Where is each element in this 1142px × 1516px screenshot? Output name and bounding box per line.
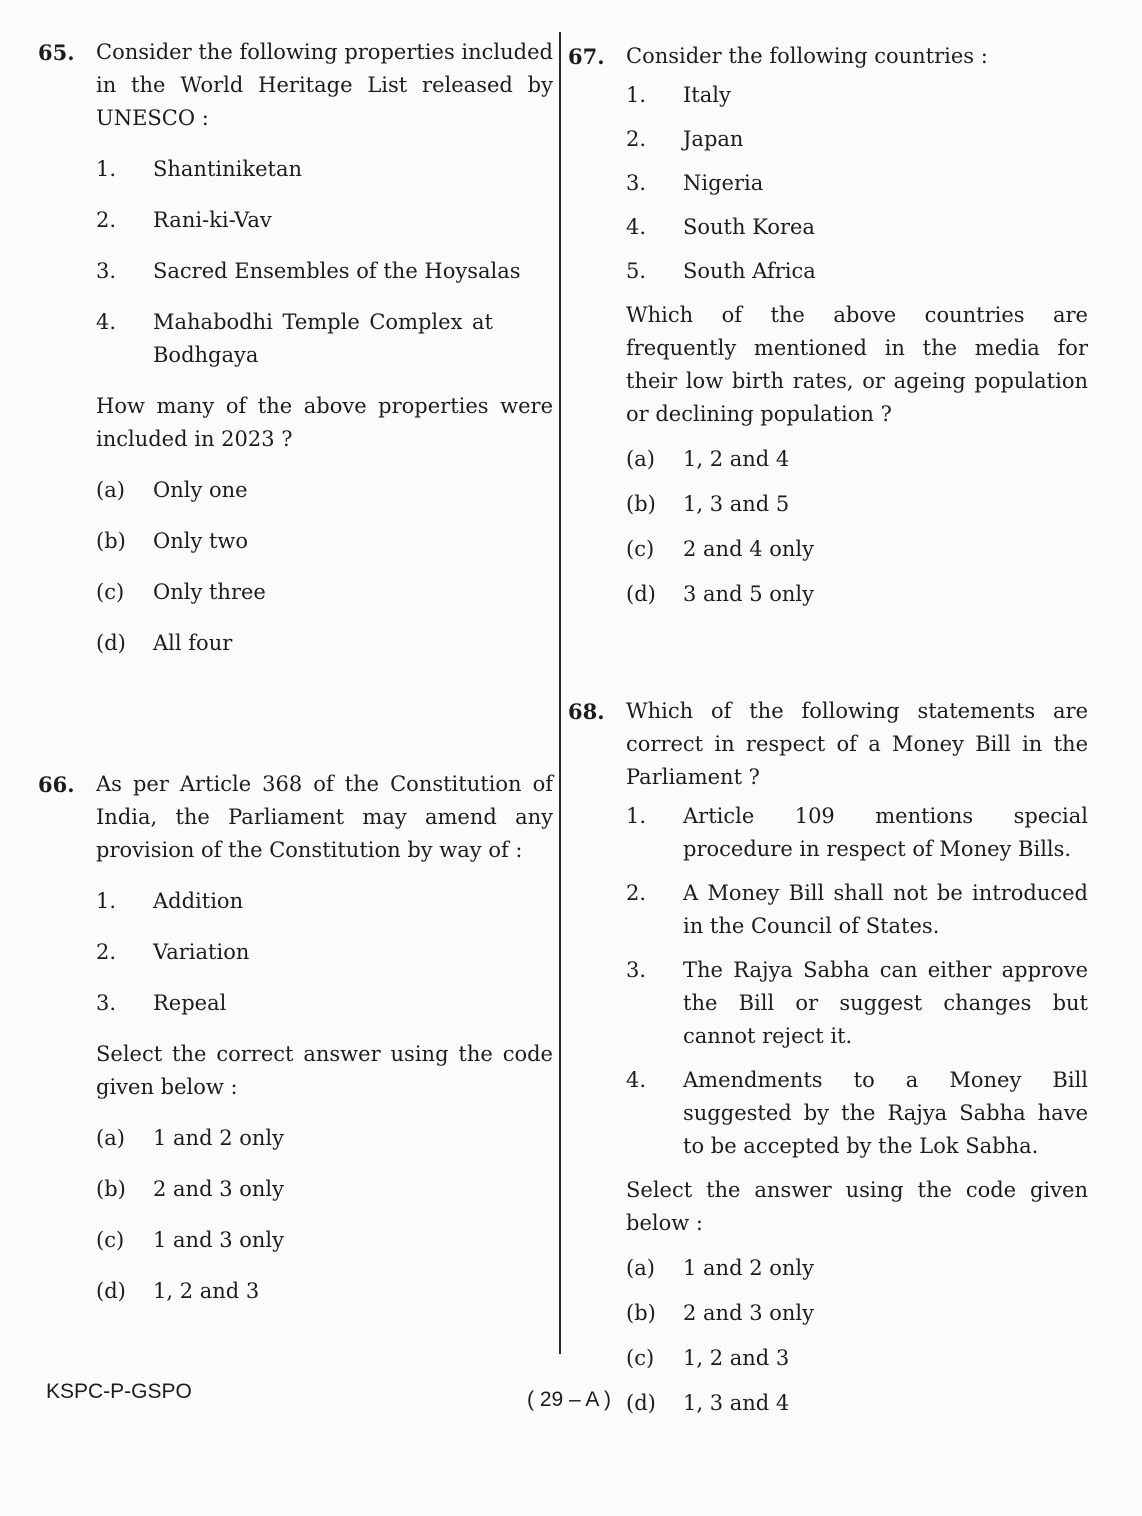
statement-list xyxy=(96,885,553,1020)
option-text: 1, 2 and 3 xyxy=(153,1279,260,1303)
question-number: 68. xyxy=(568,699,605,724)
option-label: (a) xyxy=(96,1126,125,1150)
option-c[interactable] xyxy=(96,576,553,609)
option-label: (b) xyxy=(626,492,656,516)
option-label: (a) xyxy=(96,478,125,502)
option-text: 1, 3 and 4 xyxy=(683,1391,790,1415)
option-text: Only two xyxy=(153,529,249,553)
option-text: All four xyxy=(153,631,233,655)
question-stem: Which of the above countries are frequently mentioned in the media for their low birth rates, or ageing population or declining population ? xyxy=(626,303,1088,426)
option-a[interactable] xyxy=(626,1252,1088,1285)
option-label: (d) xyxy=(626,1391,656,1415)
left-column xyxy=(38,36,553,1326)
item-number: 3. xyxy=(626,171,647,195)
option-b[interactable] xyxy=(96,525,553,558)
item-text: Nigeria xyxy=(683,171,764,195)
item-text: South Africa xyxy=(683,259,816,283)
question-text: Consider the following countries : xyxy=(626,44,988,68)
answer-options xyxy=(96,1122,553,1308)
item-number: 4. xyxy=(626,1068,647,1092)
item-number: 1. xyxy=(96,157,117,181)
question-text: Which of the following statements are correct in respect of a Money Bill in the Parliament ? xyxy=(626,699,1088,789)
list-item xyxy=(626,1064,1088,1163)
list-item xyxy=(96,255,553,288)
item-number: 2. xyxy=(96,208,117,232)
option-label: (c) xyxy=(96,580,125,604)
item-text: Article 109 mentions special procedure in respect of Money Bills. xyxy=(683,804,1088,861)
option-text: 1 and 2 only xyxy=(153,1126,284,1150)
option-c[interactable] xyxy=(96,1224,553,1257)
right-column xyxy=(568,40,1088,1432)
list-item xyxy=(626,123,1088,156)
item-text: Rani-ki-Vav xyxy=(153,208,272,232)
option-label: (b) xyxy=(96,1177,126,1201)
option-label: (c) xyxy=(96,1228,125,1252)
item-text: Addition xyxy=(153,889,244,913)
item-text: Mahabodhi Temple Complex at Bodhgaya xyxy=(153,310,493,367)
question-68 xyxy=(568,695,1088,1420)
question-66 xyxy=(38,768,553,1308)
list-item xyxy=(626,79,1088,112)
item-text: The Rajya Sabha can either approve the Bill or suggest changes but cannot reject it. xyxy=(683,958,1088,1048)
item-number: 1. xyxy=(626,83,647,107)
item-number: 4. xyxy=(96,310,117,334)
option-text: 3 and 5 only xyxy=(683,582,814,606)
option-a[interactable] xyxy=(626,443,1088,476)
option-label: (c) xyxy=(626,537,655,561)
option-d[interactable] xyxy=(626,578,1088,611)
list-item xyxy=(626,167,1088,200)
item-number: 1. xyxy=(626,804,647,828)
statement-list xyxy=(626,79,1088,288)
item-number: 5. xyxy=(626,259,647,283)
option-a[interactable] xyxy=(96,1122,553,1155)
list-item xyxy=(626,255,1088,288)
question-stem: How many of the above properties were included in 2023 ? xyxy=(96,394,553,451)
item-number: 2. xyxy=(626,881,647,905)
question-number: 65. xyxy=(38,40,75,65)
list-item xyxy=(626,800,1088,866)
option-text: 2 and 3 only xyxy=(683,1301,814,1325)
list-item xyxy=(96,936,553,969)
option-text: 1, 2 and 3 xyxy=(683,1346,790,1370)
item-number: 3. xyxy=(96,259,117,283)
item-text: Amendments to a Money Bill suggested by the Rajya Sabha have to be accepted by the Lok Sabha. xyxy=(683,1068,1088,1158)
list-item xyxy=(626,877,1088,943)
answer-options xyxy=(626,1252,1088,1420)
column-divider xyxy=(559,32,561,1354)
option-label: (d) xyxy=(96,1279,126,1303)
option-c[interactable] xyxy=(626,533,1088,566)
option-label: (b) xyxy=(626,1301,656,1325)
option-b[interactable] xyxy=(626,1297,1088,1330)
item-text: Sacred Ensembles of the Hoysalas xyxy=(153,259,521,283)
option-label: (a) xyxy=(626,447,655,471)
list-item xyxy=(96,153,553,186)
option-text: 1, 3 and 5 xyxy=(683,492,790,516)
option-text: 1 and 3 only xyxy=(153,1228,284,1252)
option-label: (d) xyxy=(626,582,656,606)
option-label: (c) xyxy=(626,1346,655,1370)
option-text: 2 and 3 only xyxy=(153,1177,284,1201)
list-item xyxy=(96,987,553,1020)
statement-list xyxy=(626,800,1088,1163)
item-number: 3. xyxy=(96,991,117,1015)
item-number: 1. xyxy=(96,889,117,913)
option-b[interactable] xyxy=(96,1173,553,1206)
item-text: South Korea xyxy=(683,215,815,239)
option-a[interactable] xyxy=(96,474,553,507)
item-number: 3. xyxy=(626,958,647,982)
item-number: 4. xyxy=(626,215,647,239)
option-d[interactable] xyxy=(626,1387,1088,1420)
option-b[interactable] xyxy=(626,488,1088,521)
option-label: (d) xyxy=(96,631,126,655)
item-number: 2. xyxy=(626,127,647,151)
list-item xyxy=(626,211,1088,244)
page-number: ( 29 – A ) xyxy=(527,1388,612,1411)
option-text: 2 and 4 only xyxy=(683,537,814,561)
statement-list xyxy=(96,153,553,372)
item-text: Shantiniketan xyxy=(153,157,302,181)
question-text: As per Article 368 of the Constitution of India, the Parliament may amend any provision of the Constitution by way of : xyxy=(96,772,553,862)
question-number: 66. xyxy=(38,772,75,797)
item-number: 2. xyxy=(96,940,117,964)
item-text: Variation xyxy=(153,940,250,964)
option-label: (a) xyxy=(626,1256,655,1280)
item-text: Japan xyxy=(683,127,744,151)
question-stem: Select the answer using the code given below : xyxy=(626,1178,1088,1235)
question-67 xyxy=(568,40,1088,611)
item-text: A Money Bill shall not be introduced in the Council of States. xyxy=(683,881,1088,938)
item-text: Repeal xyxy=(153,991,227,1015)
option-label: (b) xyxy=(96,529,126,553)
list-item xyxy=(96,885,553,918)
question-text: Consider the following properties included in the World Heritage List released by UNESCO : xyxy=(96,40,553,130)
question-number: 67. xyxy=(568,44,605,69)
paper-code: KSPC-P-GSPO xyxy=(46,1380,192,1403)
list-item xyxy=(96,306,553,372)
option-text: 1 and 2 only xyxy=(683,1256,814,1280)
question-65 xyxy=(38,36,553,660)
option-text: Only three xyxy=(153,580,266,604)
list-item xyxy=(96,204,553,237)
answer-options xyxy=(626,443,1088,611)
item-text: Italy xyxy=(683,83,731,107)
answer-options xyxy=(96,474,553,660)
option-d[interactable] xyxy=(96,1275,553,1308)
question-stem: Select the correct answer using the code given below : xyxy=(96,1042,553,1099)
option-text: 1, 2 and 4 xyxy=(683,447,790,471)
option-text: Only one xyxy=(153,478,248,502)
option-d[interactable] xyxy=(96,627,553,660)
list-item xyxy=(626,954,1088,1053)
option-c[interactable] xyxy=(626,1342,1088,1375)
